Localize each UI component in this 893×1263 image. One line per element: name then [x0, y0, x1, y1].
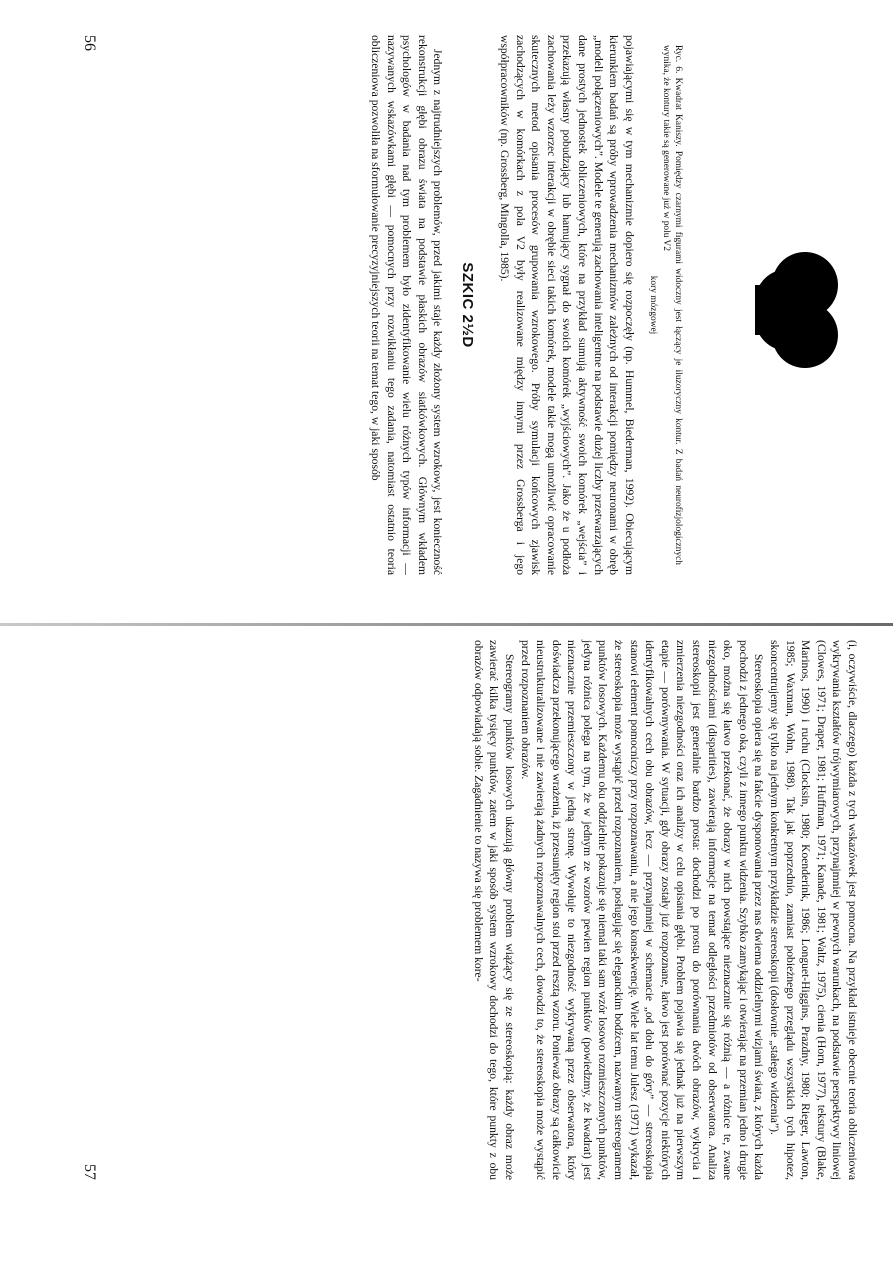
- page-57: [80, 640, 860, 1180]
- section-title: SZKIC 2½D: [459, 262, 477, 348]
- book-binding-shadow: [0, 623, 893, 626]
- paragraph: Stereoskopia opiera się na fakcie dysponowania przez nas dwiema oddzielnymi wizjami świata, z których każda pochodzi z jednego oka, czyli z innego punktu widzenia. Szybko zamykając i otwierając na przemian jedno i drugie oko, można się łatwo przekonać, że obrazy w nich powstające nieznacznie się różnią — a różnice te, zwane niezgodnościami (disparities), zawierają informacje na temat odległości przedmiotów od obserwatora. Analiza stereoskopii jest generalnie bardzo prosta: dochodzi po prostu do porównania dwóch obrazów, wykrycia i zmierzenia niezgodności oraz ich analizy w celu opisania głębi. Problem pojawia się jednak już na pierwszym etapie — porównywania. W sytuacji, gdy obrazy zostały już rozpoznane, łatwo jest porównać pozycje niektórych identyfikowalnych cech obu obrazów, lecz — przynajmniej w schemacie „od dołu do góry” — stereoskopia stanowi element pomocniczy przy rozpoznawaniu, a nie jego konsekwencję. Wiele lat temu Julesz (1971) wykazał, że stereoskopia może wystąpić przed rozpoznaniem, posługując się eleganckim bodźcem, nazwanym stereogramem punktów losowych. Każdemu oku oddzielnie pokazuje się niemal taki sam wzór losowo rozmieszczonych punktów, jedyna różnica polega na tym, że w jednym ze wzorów pewien region punktów (powiedzmy, że kwadrat) jest nieznacznie przemieszczony w jedną stronę. Wywołuje to niezgodność wykrywaną przez obserwatora, który doświadcza przekonującego wrażenia, iż przesunięty region stoi przed resztą wzoru. Ponieważ obrazy są całkowicie nieustrukturalizowane i nie zawierają żadnych rozpoznawalnych cech, dowodzi to, że stereoskopia może wystąpić przed rozpoznaniem obrazów.: [518, 640, 766, 1180]
- figure-caption-text: Ryc. 6. Kwadrat Kaniszy. Pomiędzy czarnymi figurami widoczny jest łączący je iluzoryczny kontur. Z badań neurofizjologicznych wynika, że kontury takie są generowane już w polu V2: [660, 45, 683, 565]
- kanizsa-square-figure: [690, 35, 860, 575]
- paragraph: Jednym z najtrudniejszych problemów, przed jakimi staje każdy złożony system wzrokowy, jest konieczność rekonstrukcji głębi obrazu świata na podstawie płaskich obrazów siatkówkowych. Głównym wkładem psychologów w badania nad tym problemem było zidentyfikowanie wielu różnych typów informacji — nazywanych wskazówkami głębi — pomocnych przy rozwikłaniu tego zadania, natomiast ostatnio teoria obliczeniowa pozwoliła na sformułowanie precyzyjniejszych teorii na temat tego, w jaki sposób: [369, 35, 445, 575]
- page-number: 57: [81, 1164, 98, 1180]
- page-56: [80, 35, 860, 575]
- figure-caption: [647, 45, 684, 565]
- kanizsa-square-illustration: [705, 235, 855, 385]
- paragraph: (i, oczywiście, dlaczego) każda z tych wskazówek jest pomocna. Na przykład istnieje obecnie teoria obliczeniowa wykrywania kształtów trójwymiarowych, przynajmniej w pewnych warunkach, na podstawie perspektywy liniowej (Clowes, 1971; Draper, 1981; Huffman, 1971; Kanade, 1981; Waltz, 1975), cienia (Horn, 1977), tekstury (Blake, Marinos, 1990) i ruchu (Clocksin, 1980; Koenderink, 1986; Longuet-Higgins, Prazdny, 1980; Rieger, Lawton, 1985; Waxman, Wohn, 1988). Tak jak poprzednio, zamiast pobieżnego przeglądu wszystkich tych hipotez, skoncentrujemy się tylko na jednym konkretnym przykładzie stereoskopii (dosłownie „stałego widzenia”).: [768, 640, 859, 1180]
- page-number: 56: [81, 35, 98, 51]
- paragraph: Stereogramy punktów losowych ukazują główny problem wiążący się ze stereoskopią: każdy obraz może zawierać kilka tysięcy punktów, zatem w jaki sposób system wzrokowy dochodzi do tego, które punkty z obu obrazów odpowiadają sobie. Zagadnienie to nazywa się problemem kore-: [471, 640, 516, 1180]
- paragraph: pojawiającymi się w tym mechanizmie dopiero się rozpoczęły (np. Hummel, Biederman, 1992). Obiecującym kierunkiem badań są próby wprowadzenia mechanizmów zależnych od interakcji pomiędzy neuronami w obręb „modeli połączeniowych”. Modele te generują zachowania inteligentne na podstawie dużej liczby przetwarzających dane prostych jednostek obliczeniowych, które na przykład sumują aktywność swoich komórek „wejścia” i przekazują własny pobudzający lub hamujący sygnał do swoich komórek „wyjściowych”. Jako że u podłoża zachowania leży wzorzec interakcji w obrębie sieci takich komórek, modele takie mogą umożliwić opracowanie skutecznych metod opisania procesów grupowania wzrokowego. Próby symulacji końcowych zjawisk zachodzących w komórkach z pola V2 były realizowane między innymi przez Grossberga i jego współpracowników (np. Grossberg, Mingolla, 1985).: [498, 35, 636, 575]
- figure-caption-end: kory mózgowej: [648, 275, 659, 335]
